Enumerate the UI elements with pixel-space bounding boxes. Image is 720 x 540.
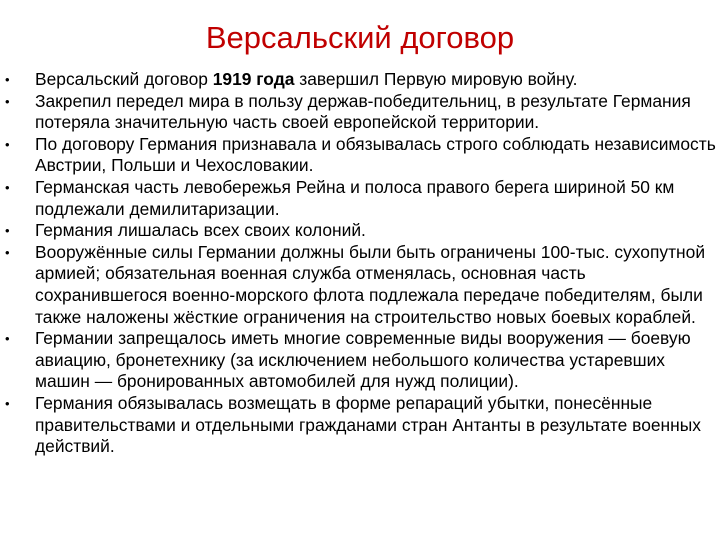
- bullet-icon: •: [5, 72, 10, 87]
- bullet-list: [0, 69, 716, 458]
- bullet-item: [0, 69, 716, 91]
- bullet-item: [0, 134, 716, 177]
- bullet-text: Версальский договор: [35, 69, 213, 89]
- bullet-text: завершил Первую мировую войну.: [294, 69, 578, 89]
- bullet-text: По договору Германия признавала и обязывалась строго соблюдать независимость Австрии, Польши и Чехословакии.: [35, 133, 716, 176]
- bullet-text: Германия лишалась всех своих колоний.: [35, 220, 366, 241]
- bullet-icon: •: [5, 93, 10, 109]
- bullet-item: [0, 242, 716, 328]
- bullet-icon: •: [5, 136, 10, 152]
- bullet-icon: •: [5, 331, 10, 347]
- bullet-text: Германская часть левобережья Рейна и полоса правого берега шириной 50 км подлежали демилитаризации.: [35, 176, 675, 219]
- bullet-text-bold: 1919 года: [212, 69, 295, 89]
- bullet-icon: •: [5, 395, 10, 411]
- slide-title: Версальский договор: [205, 20, 515, 55]
- bullet-item: [0, 220, 716, 242]
- bullet-item: [0, 328, 716, 393]
- bullet-text: Вооружённые силы Германии должны были быть ограничены 100-тыс. сухопутной армией; обязательная военная служба отменялась, основная часть сохранившегося военно-морского флота подлежала передаче победителям, были также наложены жёсткие ограничения на строительство новых боевых кораблей.: [35, 241, 706, 327]
- bullet-item: [0, 91, 716, 134]
- bullet-item: [0, 177, 716, 220]
- bullet-text: Закрепил передел мира в пользу держав-победительниц, в результате Германия потеряла значительную часть своей европейской территории.: [35, 90, 691, 133]
- bullet-icon: •: [5, 244, 10, 260]
- bullet-icon: •: [5, 179, 10, 195]
- bullet-item: [0, 393, 716, 458]
- bullet-text: Германии запрещалось иметь многие современные виды вооружения — боевую авиацию, бронетехнику (за исключением небольшого количества устаревших машин — бронированных автомобилей для нужд полиции).: [35, 328, 691, 392]
- bullet-text: Германия обязывалась возмещать в форме репараций убытки, понесённые правительствами и отдельными гражданами стран Антанты в результате военных действий.: [35, 392, 701, 457]
- bullet-icon: •: [5, 223, 10, 239]
